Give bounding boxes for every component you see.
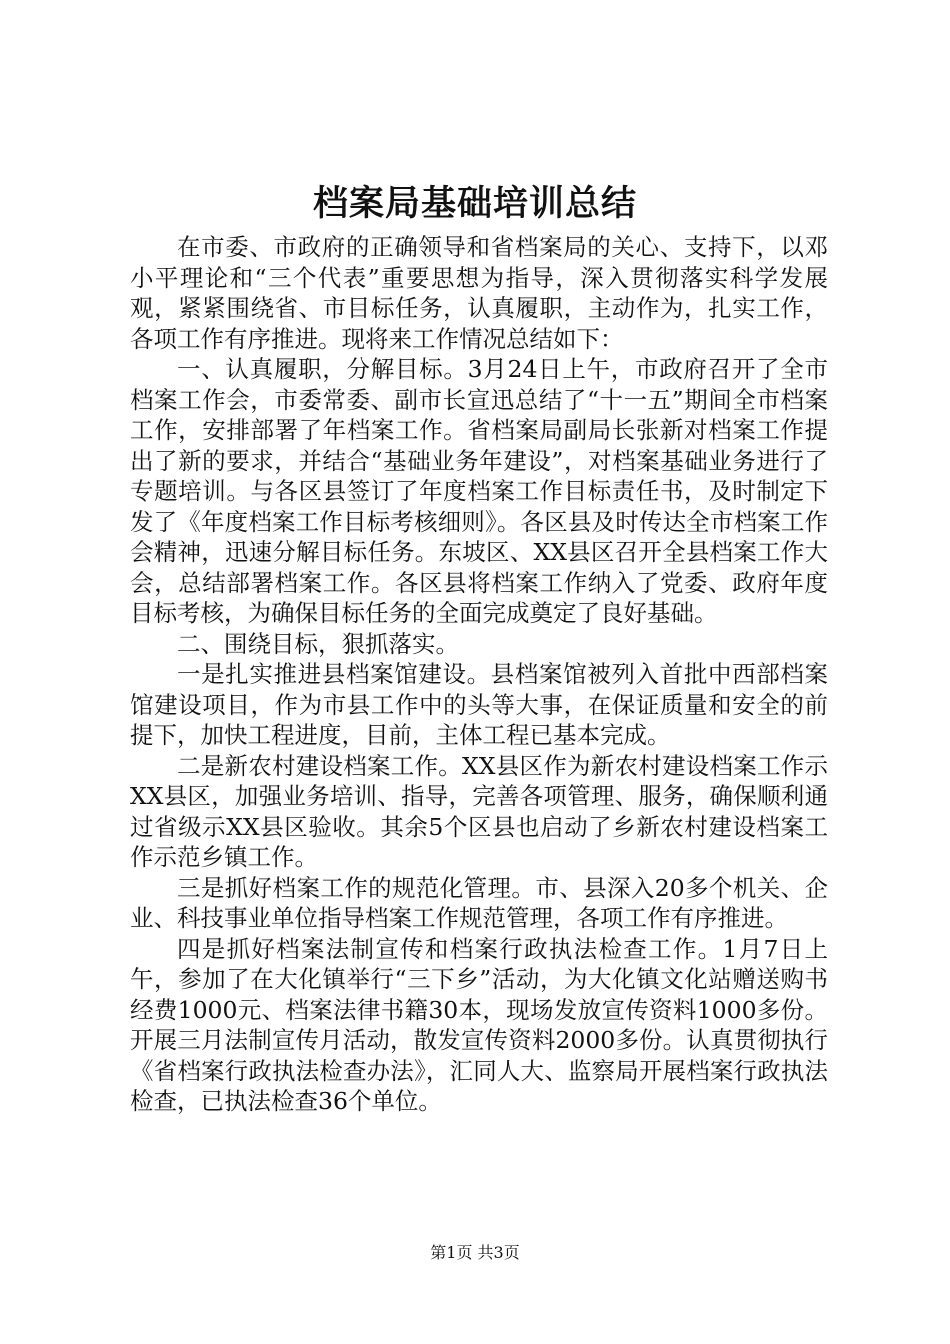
paragraph-item-4: 四是抓好档案法制宣传和档案行政执法检查工作。1月7日上午，参加了在大化镇举行“三下乡”活动，为大化镇文化站赠送购书经费1000元、档案法律书籍30本，现场发放宣传资料1000多份。开展三月法制宣传月活动，散发宣传资料2000多份。认真贯彻执行《省档案行政执法检查办法》，汇同人大、监察局开展档案行政执法检查，已执法检查36个单位。 <box>130 934 828 1115</box>
page-number-footer: 第1页 共3页 <box>430 1243 520 1262</box>
paragraph-section-2-heading: 二、围绕目标，狠抓落实。 <box>177 629 459 658</box>
paragraph-item-2: 二是新农村建设档案工作。XX县区作为新农村建设档案工作示XX县区，加强业务培训、指导，完善各项管理、服务，确保顺利通过省级示XX县区验收。其余5个区县也启动了乡新农村建设档案工作示范乡镇工作。 <box>130 751 828 871</box>
paragraph-item-1: 一是扎实推进县档案馆建设。县档案馆被列入首批中西部档案馆建设项目，作为市县工作中的头等大事，在保证质量和安全的前提下，加快工程进度，目前，主体工程已基本完成。 <box>130 660 828 749</box>
paragraph-section-1: 一、认真履职，分解目标。3月24日上午，市政府召开了全市档案工作会，市委常委、副市长宣迅总结了“十一五”期间全市档案工作，安排部署了年档案工作。省档案局副局长张新对档案工作提出了新的要求，并结合“基础业务年建设”，对档案基础业务进行了专题培训。与各区县签订了年度档案工作目标责任书，及时制定下发了《年度档案工作目标考核细则》。各区县及时传达全市档案工作会精神，迅速分解目标任务。东坡区、XX县区召开全县档案工作大会，总结部署档案工作。各区县将档案工作纳入了党委、政府年度目标考核，为确保目标任务的全面完成奠定了良好基础。 <box>130 355 828 627</box>
document-body <box>130 232 828 1117</box>
paragraph-intro: 在市委、市政府的正确领导和省档案局的关心、支持下，以邓小平理论和“三个代表”重要思想为指导，深入贯彻落实科学发展观，紧紧围绕省、市目标任务，认真履职，主动作为，扎实工作，各项工作有序推进。现将来工作情况总结如下： <box>130 233 828 353</box>
paragraph-item-3: 三是抓好档案工作的规范化管理。市、县深入20多个机关、企业、科技事业单位指导档案工作规范管理，各项工作有序推进。 <box>130 873 828 932</box>
document-title: 档案局基础培训总结 <box>312 183 637 224</box>
